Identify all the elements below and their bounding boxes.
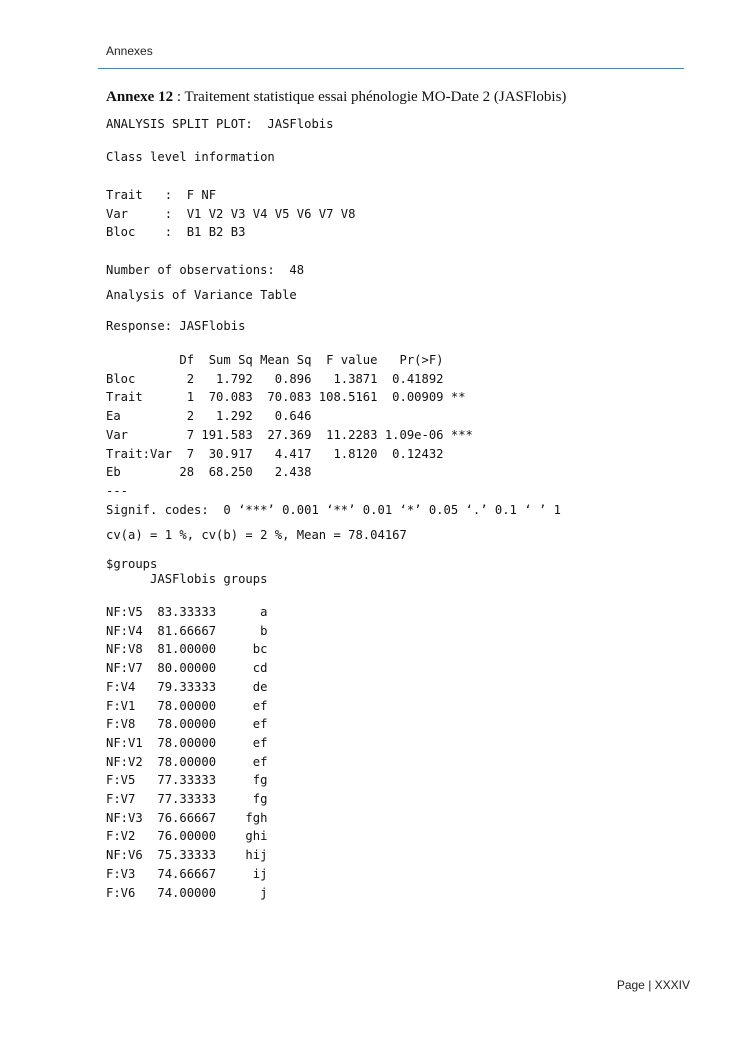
- anova-row: Var 7 191.583 27.369 11.2283 1.09e-06 ***: [106, 427, 473, 442]
- group-row: NF:V7 80.00000 cd: [106, 661, 268, 676]
- group-row: NF:V2 78.00000 ef: [106, 754, 268, 769]
- annex-title: [106, 89, 566, 106]
- group-row: F:V1 78.00000 ef: [106, 698, 268, 713]
- group-row: NF:V6 75.33333 hij: [106, 848, 268, 863]
- group-row: NF:V5 83.33333 a: [106, 605, 268, 619]
- group-row: F:V8 78.00000 ef: [106, 717, 268, 732]
- class-line: Trait : F NF: [106, 188, 217, 202]
- anova-row: Trait 1 70.083 70.083 108.5161 0.00909 **: [106, 390, 466, 405]
- header-divider: [98, 68, 684, 69]
- anova-header: Df Sum Sq Mean Sq F value Pr(>F): [106, 353, 444, 367]
- class-line: Bloc : B1 B2 B3: [106, 225, 246, 240]
- analysis-heading: ANALYSIS SPLIT PLOT: JASFlobis: [106, 117, 334, 131]
- anova-table: [106, 351, 473, 501]
- groups-label: $groups: [106, 557, 158, 571]
- anova-title: Analysis of Variance Table: [106, 288, 297, 302]
- class-level-heading: Class level information: [106, 150, 275, 164]
- observation-count: Number of observations: 48: [106, 263, 305, 277]
- anova-row: Bloc 2 1.792 0.896 1.3871 0.41892: [106, 371, 444, 386]
- group-row: F:V7 77.33333 fg: [106, 792, 268, 807]
- group-row: NF:V3 76.66667 fgh: [106, 810, 268, 825]
- group-row: F:V5 77.33333 fg: [106, 773, 268, 788]
- anova-row: Trait:Var 7 30.917 4.417 1.8120 0.12432: [106, 446, 444, 461]
- signif-codes: Signif. codes: 0 ‘***’ 0.001 ‘**’ 0.01 ‘*’ 0.05 ‘.’ 0.1 ‘ ’ 1: [106, 503, 561, 517]
- anova-row: Eb 28 68.250 2.438: [106, 465, 312, 480]
- group-row: F:V2 76.00000 ghi: [106, 829, 268, 844]
- class-line: Var : V1 V2 V3 V4 V5 V6 V7 V8: [106, 206, 356, 221]
- page-number: Page | XXXIV: [616, 978, 690, 992]
- response-line: Response: JASFlobis: [106, 319, 246, 333]
- annex-number: Annexe 12: [106, 89, 174, 105]
- anova-row: Ea 2 1.292 0.646: [106, 409, 312, 424]
- running-header: Annexes: [106, 44, 153, 58]
- group-row: F:V6 74.00000 j: [106, 885, 268, 900]
- groups-header: JASFlobis groups: [106, 572, 268, 586]
- anova-separator: ---: [106, 483, 129, 498]
- groups-table: [106, 603, 267, 902]
- group-row: NF:V4 81.66667 b: [106, 623, 268, 638]
- group-row: F:V3 74.66667 ij: [106, 866, 268, 881]
- group-row: NF:V8 81.00000 bc: [106, 642, 268, 657]
- group-row: F:V4 79.33333 de: [106, 679, 268, 694]
- group-row: NF:V1 78.00000 ef: [106, 735, 268, 750]
- annex-description: : Traitement statistique essai phénologie MO-Date 2 (JASFlobis): [173, 89, 567, 105]
- class-level-list: [106, 186, 355, 242]
- cv-summary: cv(a) = 1 %, cv(b) = 2 %, Mean = 78.04167: [106, 528, 407, 542]
